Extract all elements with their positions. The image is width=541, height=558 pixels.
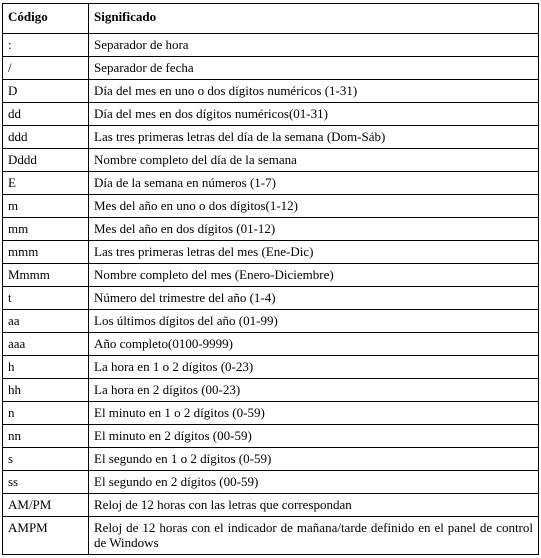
table-row bbox=[3, 494, 539, 517]
meaning-cell: Año completo(0100-9999) bbox=[89, 333, 539, 356]
table-row bbox=[3, 287, 539, 310]
meaning-cell: Los últimos dígitos del año (01-99) bbox=[89, 310, 539, 333]
code-cell: hh bbox=[3, 379, 89, 402]
meaning-cell: Mes del año en dos dígitos (01-12) bbox=[89, 218, 539, 241]
meaning-cell: La hora en 1 o 2 dígitos (0-23) bbox=[89, 356, 539, 379]
table-row bbox=[3, 425, 539, 448]
code-cell: / bbox=[3, 57, 89, 80]
meaning-cell: Las tres primeras letras del día de la semana (Dom-Sáb) bbox=[89, 126, 539, 149]
table-row bbox=[3, 172, 539, 195]
table-row bbox=[3, 379, 539, 402]
code-cell: nn bbox=[3, 425, 89, 448]
table-row bbox=[3, 241, 539, 264]
meaning-cell: Día del mes en uno o dos dígitos numéricos (1-31) bbox=[89, 80, 539, 103]
meaning-cell: Nombre completo del día de la semana bbox=[89, 149, 539, 172]
header-codigo: Código bbox=[3, 4, 89, 34]
code-cell: AM/PM bbox=[3, 494, 89, 517]
table-row bbox=[3, 333, 539, 356]
meaning-cell: Separador de hora bbox=[89, 34, 539, 57]
table-row bbox=[3, 448, 539, 471]
meaning-cell: El minuto en 1 o 2 dígitos (0-59) bbox=[89, 402, 539, 425]
code-cell: n bbox=[3, 402, 89, 425]
meaning-cell: Las tres primeras letras del mes (Ene-Dic) bbox=[89, 241, 539, 264]
table-body bbox=[3, 34, 539, 555]
code-cell: D bbox=[3, 80, 89, 103]
table-row bbox=[3, 402, 539, 425]
meaning-cell: Reloj de 12 horas con las letras que correspondan bbox=[89, 494, 539, 517]
code-cell: m bbox=[3, 195, 89, 218]
code-cell: aa bbox=[3, 310, 89, 333]
meaning-cell: Día de la semana en números (1-7) bbox=[89, 172, 539, 195]
table-row bbox=[3, 57, 539, 80]
meaning-cell: La hora en 2 dígitos (00-23) bbox=[89, 379, 539, 402]
table-row bbox=[3, 149, 539, 172]
table-row bbox=[3, 34, 539, 57]
meaning-cell: Número del trimestre del año (1-4) bbox=[89, 287, 539, 310]
table-row bbox=[3, 80, 539, 103]
code-cell: AMPM bbox=[3, 517, 89, 555]
code-cell: h bbox=[3, 356, 89, 379]
code-cell: ddd bbox=[3, 126, 89, 149]
meaning-cell: El minuto en 2 dígitos (00-59) bbox=[89, 425, 539, 448]
code-cell: ss bbox=[3, 471, 89, 494]
table-row bbox=[3, 218, 539, 241]
header-significado: Significado bbox=[89, 4, 539, 34]
meaning-cell: El segundo en 1 o 2 dígitos (0-59) bbox=[89, 448, 539, 471]
table-row bbox=[3, 356, 539, 379]
table-row bbox=[3, 310, 539, 333]
code-cell: : bbox=[3, 34, 89, 57]
code-cell: Dddd bbox=[3, 149, 89, 172]
format-codes-table bbox=[2, 3, 539, 555]
meaning-cell: Reloj de 12 horas con el indicador de mañana/tarde definido en el panel de control de Windows bbox=[89, 517, 539, 555]
table-row bbox=[3, 517, 539, 555]
table-header-row bbox=[3, 4, 539, 34]
code-cell: mm bbox=[3, 218, 89, 241]
table-row bbox=[3, 471, 539, 494]
meaning-cell: Separador de fecha bbox=[89, 57, 539, 80]
code-cell: dd bbox=[3, 103, 89, 126]
table-row bbox=[3, 126, 539, 149]
table-row bbox=[3, 264, 539, 287]
code-cell: E bbox=[3, 172, 89, 195]
meaning-cell: Día del mes en dos dígitos numéricos(01-31) bbox=[89, 103, 539, 126]
table-row bbox=[3, 195, 539, 218]
code-cell: Mmmm bbox=[3, 264, 89, 287]
meaning-cell: Mes del año en uno o dos dígitos(1-12) bbox=[89, 195, 539, 218]
code-cell: mmm bbox=[3, 241, 89, 264]
code-cell: t bbox=[3, 287, 89, 310]
table-row bbox=[3, 103, 539, 126]
code-cell: aaa bbox=[3, 333, 89, 356]
code-cell: s bbox=[3, 448, 89, 471]
meaning-cell: El segundo en 2 dígitos (00-59) bbox=[89, 471, 539, 494]
meaning-cell: Nombre completo del mes (Enero-Diciembre) bbox=[89, 264, 539, 287]
